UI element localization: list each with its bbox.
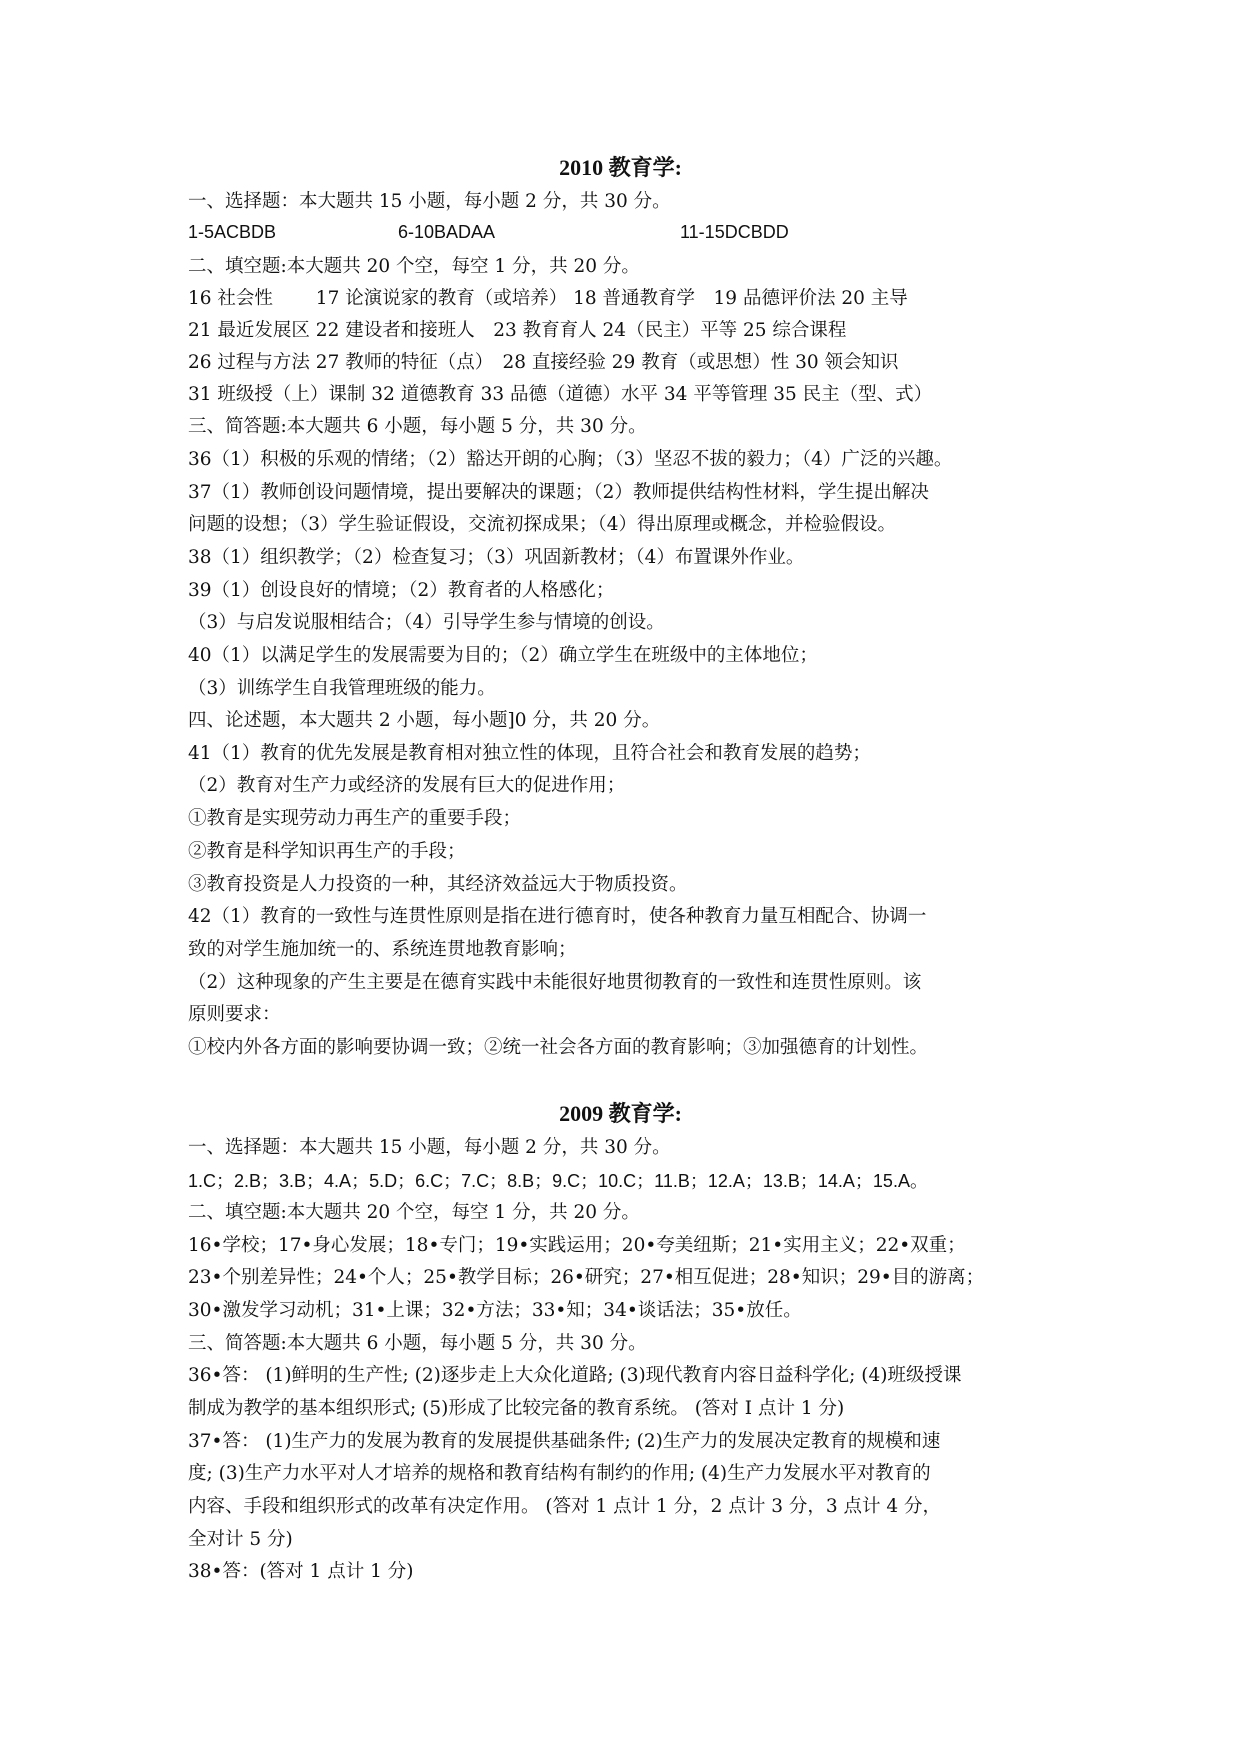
section-2010-title: 2010 教育学: xyxy=(559,155,682,180)
s2010-q42-line-2: 致的对学生施加统一的、系统连贯地教育影响； xyxy=(188,939,577,960)
s2010-essay-heading: 四、论述题，本大题共 2 小题，每小题]0 分，共 20 分。 xyxy=(188,710,661,731)
s2010-q39-line-1: 39（1）创设良好的情境；（2）教育者的人格感化； xyxy=(188,580,615,601)
s2009-q37-line-3: 内容、手段和组织形式的改革有决定作用。 (答对 1 点计 1 分，2 点计 3 分，3 点计 4 分， xyxy=(188,1496,942,1517)
s2010-answers-1-5: 1-5ACBDB xyxy=(188,222,277,242)
s2010-q36: 36（1）积极的乐观的情绪；（2）豁达开朗的心胸；（3）坚忍不拔的毅力；（4）广泛的兴趣。 xyxy=(188,449,953,470)
s2010-q41-line-4: ②教育是科学知识再生产的手段； xyxy=(188,841,466,862)
s2009-q38: 38•答：(答对 1 点计 1 分) xyxy=(188,1561,414,1582)
s2010-fill-line-1: 16 社会性 17 论演说家的教育（或培养） 18 普通教育学 19 品德评价法 20 主导 xyxy=(188,288,908,309)
s2010-q42-line-3: （2）这种现象的产生主要是在德育实践中未能很好地贯彻教育的一致性和连贯性原则。该 xyxy=(188,972,922,993)
s2010-q42-line-1: 42（1）教育的一致性与连贯性原则是指在进行德育时，使各种教育力量互相配合、协调一 xyxy=(188,906,927,927)
s2010-answers-6-10: 6-10BADAA xyxy=(398,222,496,242)
s2009-short-heading: 三、简答题:本大题共 6 小题，每小题 5 分，共 30 分。 xyxy=(188,1333,647,1354)
s2010-q37-line-1: 37（1）教师创设问题情境，提出要解决的课题；（2）教师提供结构性材料，学生提出解决 xyxy=(188,482,929,503)
s2010-q41-line-3: ①教育是实现劳动力再生产的重要手段； xyxy=(188,808,522,829)
s2010-q41-line-2: （2）教育对生产力或经济的发展有巨大的促进作用； xyxy=(188,775,626,796)
s2010-fill-line-4: 31 班级授（上）课制 32 道德教育 33 品德（道德）水平 34 平等管理 35 民主（型、式） xyxy=(188,384,933,405)
s2010-q42-line-4: 原则要求： xyxy=(188,1004,281,1025)
s2010-q39-line-2: （3）与启发说服相结合；（4）引导学生参与情境的创设。 xyxy=(188,612,665,633)
s2010-q37-line-2: 问题的设想；（3）学生验证假设，交流初探成果；（4）得出原理或概念，并检验假设。 xyxy=(188,514,897,535)
s2009-choice-heading: 一、选择题：本大题共 15 小题，每小题 2 分，共 30 分。 xyxy=(188,1137,671,1158)
s2009-q36-line-2: 制成为教学的基本组织形式; (5)形成了比较完备的教育系统。 (答对 I 点计 1 分) xyxy=(188,1398,845,1419)
section-2009-title: 2009 教育学: xyxy=(559,1101,682,1126)
s2009-q36-line-1: 36•答： (1)鲜明的生产性; (2)逐步走上大众化道路; (3)现代教育内容日益科学化; (4)班级授课 xyxy=(188,1365,962,1386)
s2010-q41-line-5: ③教育投资是人力投资的一种，其经济效益远大于物质投资。 xyxy=(188,874,688,895)
s2009-fill-heading: 二、填空题:本大题共 20 个空，每空 1 分，共 20 分。 xyxy=(188,1202,640,1223)
s2009-q37-line-2: 度; (3)生产力水平对人才培养的规格和教育结构有制约的作用; (4)生产力发展水平对教育的 xyxy=(188,1463,931,1484)
s2009-q37-line-1: 37•答： (1)生产力的发展为教育的发展提供基础条件; (2)生产力的发展决定教育的规模和速 xyxy=(188,1431,941,1452)
s2009-q37-line-4: 全对计 5 分) xyxy=(188,1529,293,1550)
s2009-fill-line-3: 30•激发学习动机；31•上课；32•方法；33•知；34•谈话法；35•放任。 xyxy=(188,1300,802,1321)
s2010-q40-line-2: （3）训练学生自我管理班级的能力。 xyxy=(188,678,496,699)
s2009-choice-answers: 1.C；2.B；3.B；4.A；5.D；6.C；7.C；8.B；9.C；10.C；11.B；12.A；13.B；14.A；15.A。 xyxy=(188,1171,928,1191)
s2010-answers-11-15: 11-15DCBDD xyxy=(680,222,789,242)
s2010-fill-line-3: 26 过程与方法 27 教师的特征（点） 28 直接经验 29 教育（或思想）性 30 领会知识 xyxy=(188,352,899,373)
s2010-q40-line-1: 40（1）以满足学生的发展需要为目的；（2）确立学生在班级中的主体地位； xyxy=(188,645,818,666)
s2010-q41-line-1: 41（1）教育的优先发展是教育相对独立性的体现，且符合社会和教育发展的趋势； xyxy=(188,743,871,764)
s2010-fill-heading: 二、填空题:本大题共 20 个空，每空 1 分，共 20 分。 xyxy=(188,256,640,277)
s2010-q42-line-5: ①校内外各方面的影响要协调一致；②统一社会各方面的教育影响；③加强德育的计划性。 xyxy=(188,1037,929,1058)
s2010-q38: 38（1）组织教学；（2）检查复习；（3）巩固新教材；（4）布置课外作业。 xyxy=(188,547,805,568)
s2010-choice-heading: 一、选择题：本大题共 15 小题，每小题 2 分，共 30 分。 xyxy=(188,191,671,212)
s2010-fill-line-2: 21 最近发展区 22 建设者和接班人 23 教育育人 24（民主）平等 25 综合课程 xyxy=(188,320,847,341)
s2009-fill-line-1: 16•学校；17•身心发展；18•专门；19•实践运用；20•夸美纽斯；21•实用主义；22•双重； xyxy=(188,1235,966,1256)
s2010-short-heading: 三、简答题:本大题共 6 小题，每小题 5 分，共 30 分。 xyxy=(188,416,647,437)
s2009-fill-line-2: 23•个别差异性；24•个人；25•教学目标；26•研究；27•相互促进；28•知识；29•目的游离； xyxy=(188,1267,985,1288)
